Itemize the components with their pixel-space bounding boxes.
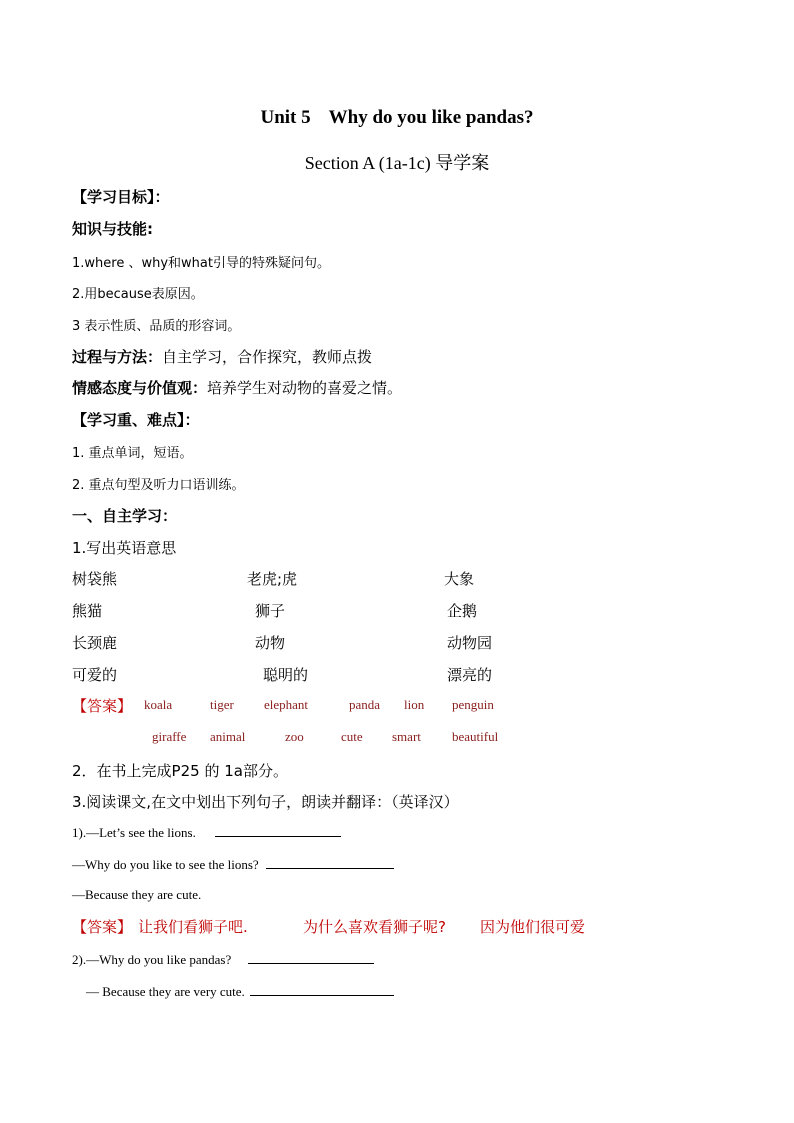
process-line: [72, 346, 372, 367]
goal-2: 2.用because表原因。: [72, 287, 204, 302]
process-text: 自主学习，合作探究，教师点拨: [162, 348, 373, 366]
answer-label-2: 【答案】: [72, 918, 133, 936]
answer-blank[interactable]: [248, 950, 374, 964]
dialog1-line2: [72, 855, 394, 873]
vocab-cell: 可爱的: [72, 666, 118, 684]
vocab-cell: 熊猫: [72, 602, 103, 620]
answer-word: koala: [144, 697, 173, 712]
vocab-cell: 狮子: [255, 602, 286, 620]
answer-word: zoo: [285, 729, 304, 744]
vocab-cell: 漂亮的: [447, 666, 493, 684]
answer-blank[interactable]: [250, 982, 394, 996]
vocab-cell: 树袋熊: [72, 570, 118, 588]
vocab-cell: 大象: [444, 570, 475, 588]
key-heading: 【学习重、难点】：: [72, 411, 200, 429]
knowledge-heading: 知识与技能:: [72, 220, 153, 238]
task-2: 2．在书上完成P25 的 1a部分。: [72, 762, 288, 780]
unit-label: Unit 5: [260, 107, 311, 128]
answer-word: animal: [210, 729, 246, 744]
dialog1-line2-text: —Why do you like to see the lions?: [72, 857, 259, 872]
dialog1-line1: [72, 823, 341, 841]
dialog2-line1: [72, 950, 374, 968]
vocab-cell: 聪明的: [263, 666, 309, 684]
dialog2-line2: [86, 982, 394, 1000]
key-2: 2. 重点句型及听力口语训练。: [72, 478, 245, 493]
answer-blank[interactable]: [266, 855, 394, 869]
goals-heading: 【学习目标】：: [72, 188, 170, 206]
answer-word: panda: [349, 697, 381, 712]
answer-word: penguin: [452, 697, 494, 712]
key-1: 1. 重点单词，短语。: [72, 446, 193, 461]
answer-word: lion: [404, 697, 425, 712]
unit-title: [0, 107, 794, 129]
emotion-label: 情感态度与价值观：: [72, 379, 208, 397]
vocab-cell: 长颈鹿: [72, 634, 118, 652]
answer-label: 【答案】: [72, 697, 133, 715]
answer-word: smart: [392, 729, 421, 744]
answer-word: beautiful: [452, 729, 499, 744]
answer-word: elephant: [264, 697, 309, 712]
section-subtitle: Section A (1a-1c) 导学案: [304, 153, 490, 173]
goal-3: 3 表示性质、品质的形容词。: [72, 319, 241, 334]
answer-blank[interactable]: [215, 823, 341, 837]
dialog2-line1-text: 2).—Why do you like pandas?: [72, 952, 232, 967]
vocab-cell: 动物: [255, 634, 286, 652]
goal-1: 1.where 、why和what引导的特殊疑问句。: [72, 256, 330, 271]
vocab-cell: 企鹅: [447, 602, 478, 620]
task-1: 1.写出英语意思: [72, 539, 177, 557]
emotion-text: 培养学生对动物的喜爱之情。: [207, 379, 403, 397]
answer-word: tiger: [210, 697, 234, 712]
answer2-part: 因为他们很可爱: [480, 918, 586, 936]
answer-word: giraffe: [152, 729, 187, 744]
process-label: 过程与方法：: [72, 348, 163, 366]
task-3: 3.阅读课文,在文中划出下列句子，朗读并翻译：（英译汉）: [72, 793, 459, 811]
vocab-cell: 动物园: [447, 634, 493, 652]
dialog1-line1-text: 1).—Let’s see the lions.: [72, 825, 196, 840]
emotion-line: [72, 377, 402, 398]
answer-word: cute: [341, 729, 363, 744]
dialog1-line3: —Because they are cute.: [72, 887, 202, 902]
dialog2-line2-text: — Because they are very cute.: [86, 984, 245, 999]
self-study-heading: 一、自主学习：: [72, 507, 178, 525]
unit-question: Why do you like pandas?: [328, 107, 534, 128]
answer2-part: 让我们看狮子吧.: [138, 918, 248, 936]
vocab-cell: 老虎;虎: [247, 570, 298, 588]
answer2-part: 为什么喜欢看狮子呢?: [303, 918, 446, 936]
